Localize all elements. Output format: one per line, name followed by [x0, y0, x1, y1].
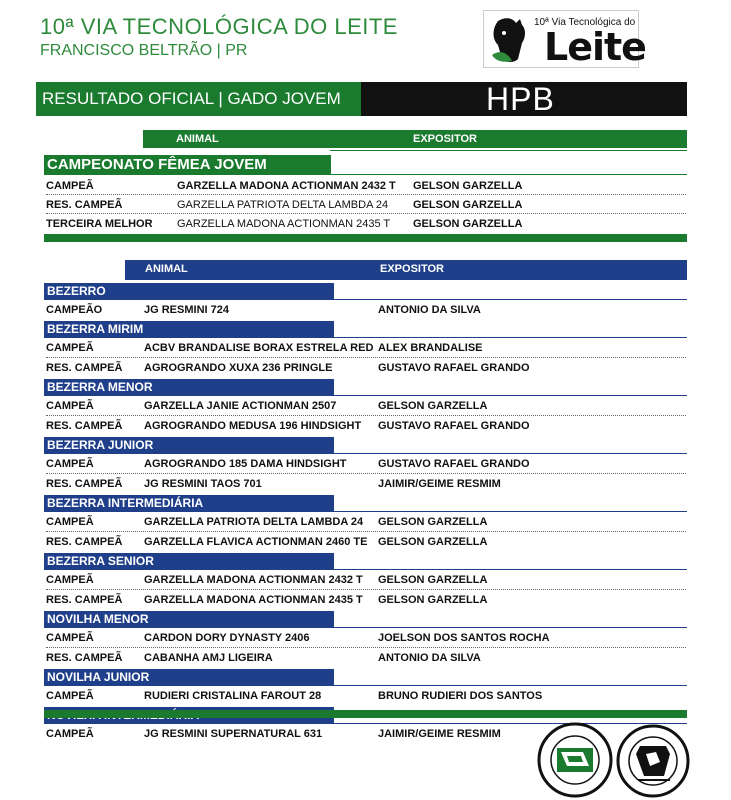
row-animal: JG RESMINI TAOS 701	[144, 478, 262, 490]
category-line	[334, 337, 687, 338]
row-place: CAMPEÃ	[46, 574, 94, 586]
section1-category: CAMPEONATO FÊMEA JOVEM	[44, 155, 331, 175]
row-animal: GARZELLA MADONA ACTIONMAN 2432 T	[177, 180, 396, 192]
category-line	[334, 511, 687, 512]
column-expositor-2: EXPOSITOR	[380, 263, 444, 275]
row-place: RES. CAMPEÃ	[46, 652, 123, 664]
section1-header-line	[330, 150, 687, 151]
breed-label: HPB	[486, 81, 555, 117]
row-place: CAMPEÃ	[46, 516, 94, 528]
row-exhibitor: ALEX BRANDALISE	[378, 342, 483, 354]
logo-big-text: Leite	[544, 25, 646, 69]
row-exhibitor: GELSON GARZELLA	[413, 180, 523, 192]
row-exhibitor: GUSTAVO RAFAEL GRANDO	[378, 420, 530, 432]
table-row	[46, 475, 686, 493]
row-exhibitor: JOELSON DOS SANTOS ROCHA	[378, 632, 550, 644]
table-row	[46, 533, 686, 551]
row-place: RES. CAMPEÃ	[46, 478, 123, 490]
row-animal: RUDIERI CRISTALINA FAROUT 28	[144, 690, 322, 702]
row-divider	[46, 473, 686, 474]
row-animal: GARZELLA MADONA ACTIONMAN 2435 T	[177, 218, 391, 230]
row-animal: CARDON DORY DYNASTY 2406	[144, 632, 310, 644]
table-row	[46, 177, 686, 195]
row-animal: GARZELLA PATRIOTA DELTA LAMBDA 24	[144, 516, 364, 528]
category-label: NOVILHA JUNIOR	[44, 669, 334, 686]
row-divider	[46, 415, 686, 416]
row-place: RES. CAMPEÃ	[46, 362, 123, 374]
category-label: BEZERRA INTERMEDIÁRIA	[44, 495, 334, 512]
table-row	[46, 339, 686, 357]
event-logo	[483, 10, 646, 69]
row-exhibitor: JAIMIR/GEIME RESMIM	[378, 728, 501, 740]
row-animal: GARZELLA PATRIOTA DELTA LAMBDA 24	[177, 199, 389, 211]
row-place: CAMPEÃO	[46, 304, 103, 316]
section1-footer-bar	[44, 234, 687, 242]
table-row	[46, 215, 686, 233]
category-label: BEZERRA MIRIM	[44, 321, 334, 338]
row-exhibitor: GELSON GARZELLA	[378, 536, 488, 548]
category-label: BEZERRA MENOR	[44, 379, 334, 396]
row-place: CAMPEÃ	[46, 400, 94, 412]
row-animal: GARZELLA FLAVICA ACTIONMAN 2460 TE	[144, 536, 368, 548]
table-row	[46, 196, 686, 214]
table-row	[46, 455, 686, 473]
category-line	[334, 685, 687, 686]
category-label: BEZERRA JUNIOR	[44, 437, 334, 454]
row-exhibitor: GELSON GARZELLA	[378, 574, 488, 586]
page-subtitle: FRANCISCO BELTRÃO | PR	[40, 42, 248, 59]
row-place: RES. CAMPEÃ	[46, 420, 123, 432]
table-row	[46, 301, 686, 319]
holstein-association-seal-icon	[616, 724, 690, 798]
row-exhibitor: GELSON GARZELLA	[378, 400, 488, 412]
table-row	[46, 359, 686, 377]
row-divider	[46, 357, 686, 358]
row-divider	[46, 213, 686, 214]
breeders-association-seal-icon	[537, 722, 613, 798]
row-place: CAMPEÃ	[46, 342, 94, 354]
row-exhibitor: GUSTAVO RAFAEL GRANDO	[378, 362, 530, 374]
row-animal: JG RESMINI 724	[144, 304, 229, 316]
table-row	[46, 629, 686, 647]
row-place: TERCEIRA MELHOR	[46, 218, 153, 230]
result-banner	[36, 82, 687, 116]
table-row	[46, 687, 686, 705]
category-line	[334, 395, 687, 396]
row-place: CAMPEÃ	[46, 690, 94, 702]
row-animal: ACBV BRANDALISE BORAX ESTRELA RED	[144, 342, 374, 354]
category-line	[334, 569, 687, 570]
row-place: CAMPEÃ	[46, 458, 94, 470]
row-animal: AGROGRANDO 185 DAMA HINDSIGHT	[144, 458, 347, 470]
row-place: RES. CAMPEÃ	[46, 594, 123, 606]
section1-category-line	[331, 174, 687, 175]
row-place: CAMPEÃ	[46, 180, 94, 192]
category-label: BEZERRA SENIOR	[44, 553, 334, 570]
table-row	[46, 417, 686, 435]
section2-header	[125, 260, 687, 280]
row-exhibitor: BRUNO RUDIERI DOS SANTOS	[378, 690, 543, 702]
row-animal: AGROGRANDO MEDUSA 196 HINDSIGHT	[144, 420, 362, 432]
category-line	[334, 627, 687, 628]
column-animal: ANIMAL	[176, 133, 219, 145]
row-exhibitor: ANTONIO DA SILVA	[378, 652, 481, 664]
column-expositor: EXPOSITOR	[413, 133, 477, 145]
table-row	[46, 571, 686, 589]
table-row	[46, 397, 686, 415]
section1-header	[143, 130, 687, 148]
row-animal: GARZELLA MADONA ACTIONMAN 2432 T	[144, 574, 363, 586]
category-label: NOVILHA MENOR	[44, 611, 334, 628]
table-row	[46, 649, 686, 667]
row-divider	[46, 531, 686, 532]
category-line	[334, 453, 687, 454]
row-exhibitor: JAIMIR/GEIME RESMIM	[378, 478, 501, 490]
row-exhibitor: GUSTAVO RAFAEL GRANDO	[378, 458, 530, 470]
logo-small-text: 10ª Via Tecnológica do	[534, 17, 636, 28]
row-divider	[46, 589, 686, 590]
category-line	[334, 299, 687, 300]
row-place: RES. CAMPEÃ	[46, 199, 123, 211]
row-exhibitor: GELSON GARZELLA	[378, 516, 488, 528]
row-divider	[46, 647, 686, 648]
table-row	[46, 591, 686, 609]
row-exhibitor: GELSON GARZELLA	[413, 199, 523, 211]
row-exhibitor: ANTONIO DA SILVA	[378, 304, 481, 316]
row-place: CAMPEÃ	[46, 728, 94, 740]
row-place: CAMPEÃ	[46, 632, 94, 644]
banner-left-text: RESULTADO OFICIAL | GADO JOVEM	[36, 82, 361, 116]
row-animal: GARZELLA JANIE ACTIONMAN 2507	[144, 400, 337, 412]
row-animal: AGROGRANDO XUXA 236 PRINGLE	[144, 362, 333, 374]
row-animal: GARZELLA MADONA ACTIONMAN 2435 T	[144, 594, 363, 606]
category-label: BEZERRO	[44, 283, 334, 300]
row-place: RES. CAMPEÃ	[46, 536, 123, 548]
row-divider	[46, 194, 686, 195]
table-row	[46, 513, 686, 531]
row-exhibitor: GELSON GARZELLA	[378, 594, 488, 606]
page-title: 10ª VIA TECNOLÓGICA DO LEITE	[40, 14, 398, 39]
row-animal: JG RESMINI SUPERNATURAL 631	[144, 728, 323, 740]
section2-footer-bar	[44, 710, 687, 718]
row-exhibitor: GELSON GARZELLA	[413, 218, 523, 230]
row-animal: CABANHA AMJ LIGEIRA	[144, 652, 273, 664]
cow-head-icon	[490, 15, 530, 65]
column-animal-2: ANIMAL	[145, 263, 188, 275]
